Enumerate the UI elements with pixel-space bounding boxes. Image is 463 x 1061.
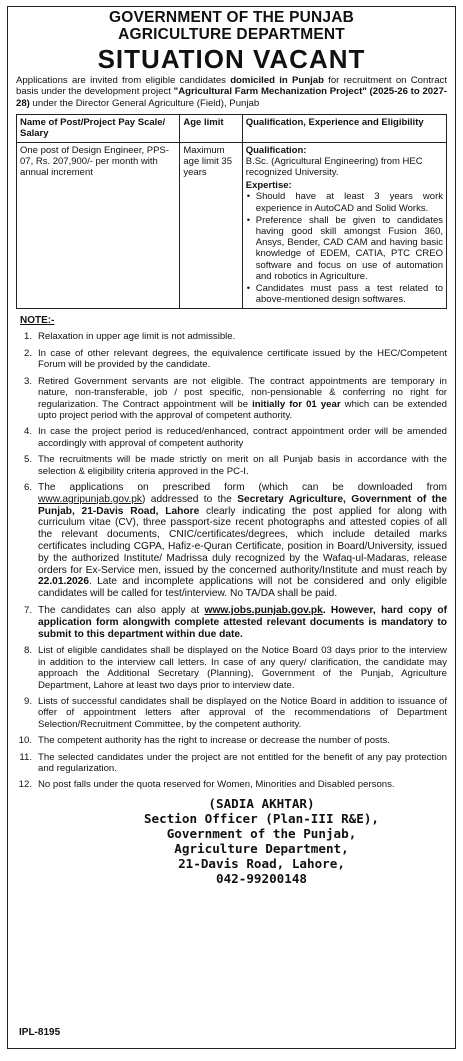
note-fragment: . Late and incomplete applications will not be considered and only eligible candidates will be called for test/interview. No TA/DA shall be paid. (38, 576, 447, 600)
signatory-designation: Section Officer (Plan-III R&E), (143, 810, 380, 826)
advertisement (7, 6, 456, 1049)
list-item: 8. List of eligible candidates shall be displayed on the Notice Board 03 days prior to the interview in addition to the interview call letters. In case of any query/ clarification, the candidate may approach the Additional Secretary (Planning), Government of the Punjab, Agriculture Department, Lahore at least two days prior to interview date. (23, 645, 447, 691)
note-text: The selected candidates under the project are not entitled for the benefit of any pay protection and regularization. (38, 751, 447, 774)
intro-domicile: domiciled in Punjab (230, 75, 324, 86)
note-fragment: ) addressed to the (142, 493, 238, 505)
note-text: The recruitments will be made strictly on merit on all Punjab basis in accordance with the selection & eligibility criteria approved in the PC-I. (38, 454, 447, 477)
signature-address: 21-Davis Road, Lahore, (178, 855, 345, 871)
intro-text: under the Director General Agriculture (Field), Punjab (29, 97, 260, 109)
note-fragment: The candidates can also apply at (38, 604, 205, 616)
note-text: In case of other relevant degrees, the equivalence certificate issued by the HEC/Competent Forum will be provided by the candidate. (38, 347, 447, 371)
intro-paragraph (16, 75, 447, 109)
list-item: 5. The recruitments will be made strictly on merit on all Punjab basis in accordance with the selection & eligibility criteria approved in the PC-I. (23, 454, 447, 477)
expertise-list (246, 191, 443, 305)
department-heading: AGRICULTURE DEPARTMENT (118, 26, 345, 43)
table-row (17, 142, 447, 309)
vacancy-table (16, 114, 447, 309)
header-post: Name of Post/Project Pay Scale/ Salary (17, 115, 180, 142)
list-item: 3. Retired Government servants are not eligible. The contract appointments are temporary in nature, non-transferable, job / post specific, non-pensionable & conferring no right for regularization. The Contract appointment will be initially for 01 year which can be extended upto project period with the approval of competent authority. (23, 375, 448, 421)
note-text: The competent authority has the right to increase or decrease the number of posts. (38, 735, 390, 747)
qualification-text: B.Sc. (Agricultural Engineering) from HEC recognized University. (245, 155, 423, 179)
note-heading: NOTE:- (20, 315, 55, 327)
age-cell: Maximum age limit 35 years (180, 142, 242, 309)
table-header-row (17, 115, 447, 142)
note-text (38, 605, 447, 640)
note-text: Relaxation in upper age limit is not admissible. (38, 331, 236, 343)
reference-code: IPL-8195 (19, 1027, 61, 1038)
post-cell: One post of Design Engineer, PPS-07, Rs. 207,900/- per month with annual increment (17, 142, 180, 309)
list-item: 6. The applications on prescribed form (which can be downloaded from www.agripunjab.gov.pk) addressed to the Secretary Agriculture, Government of the Punjab, 21-Davis Road, Lahore clearly indicating the post applied for along with curriculum vitae (CV), three passport-size recent photographs and attested copies of all the relevant documents, CNIC/certificates/degrees, which include detailed marks certificates including CGPA, Hafiz-e-Quran Certificate, position in Board/University, issued by the authorized Institute/ Madrissa duly recognized by the Wafaq-ul-Madaras, release orders for Ex-Service men, issued by the concerned authority/Institute and must reach by 22.01.2026. Late and incomplete applications will not be considered and only eligible candidates will be called for test/interview. No TA/DA shall be paid. (23, 481, 447, 600)
list-item: 12. No post falls under the quota reserved for Women, Minorities and Disabled persons. (16, 779, 447, 790)
note-text: No post falls under the quota reserved for Women, Minorities and Disabled persons. (38, 779, 395, 791)
list-item: 7. The candidates can also apply at www.jobs.punjab.gov.pk. However, hard copy of application form alongwith complete attested relevant documents is mandatory to submit to this department within due date. (23, 604, 447, 640)
signature-phone: 042-99200148 (216, 870, 307, 886)
note-emphasis: . However, hard copy of application form alongwith complete attested relevant documents is mandatory to submit to this department within due date. (38, 604, 447, 640)
jobs-punjab-link[interactable]: www.jobs.punjab.gov.pk (204, 604, 323, 616)
intro-text: for recruitment on Contract basis under the development project (16, 75, 447, 98)
note-fragment: clearly indicating the post applied for along with curriculum vitae (CV), three passport-size recent photographs and attested copies of all the relevant documents, CNIC/certificates/degrees, which include detailed marks certificates including CGPA, Hafiz-e-Quran Certificate, position in Board/University, issued by the authorized Institute/ Madrissa duly recognized by the Wafaq-ul-Madaras, release orders for Ex-Service men, issued by the concerned authority/Institute and must reach by (38, 505, 447, 576)
list-item: • Candidates must pass a test related to above-mentioned design softwares. (256, 283, 443, 305)
list-item: 11. The selected candidates under the project are not entitled for the benefit of any pay protection and regularization. (19, 751, 447, 774)
government-heading: GOVERNMENT OF THE PUNJAB (108, 9, 355, 26)
expertise-label: Expertise: (245, 180, 292, 192)
signature-line: Agriculture Department, (174, 840, 349, 856)
agripunjab-link[interactable]: www.agripunjab.gov.pk (38, 493, 143, 505)
note-fragment: which can be extended upto project period with the approval of competent authority. (38, 398, 448, 421)
header-qualification: Qualification, Experience and Eligibility (242, 115, 446, 142)
note-text (38, 482, 447, 600)
list-item: 9. Lists of successful candidates shall be displayed on the Notice Board in addition to issuance of offer of appointment letters after approval of the recommendations of Department Selection/Recruitment Committee, by the competent authority. (23, 695, 447, 730)
note-fragment: Retired Government servants are not eligible. The contract appointments are temporary in nature, non-transferable, job / post specific, non-pensionable & conferring no right for regularization. The Contract appointment will be (38, 375, 447, 410)
list-item: 1. Relaxation in upper age limit is not admissible. (16, 331, 447, 342)
note-fragment: The applications on prescribed form (which can be downloaded from (38, 481, 447, 493)
list-item: 2. In case of other relevant degrees, the equivalence certificate issued by the HEC/Competent Forum will be provided by the candidate. (23, 347, 447, 371)
note-text: In case the project period is reduced/enhanced, contract appointment order will be amended accordingly with approval of competent authority (38, 426, 447, 449)
list-item: 4. In case the project period is reduced/enhanced, contract appointment order will be amended accordingly with approval of competent authority (23, 426, 447, 449)
list-item: 10. The competent authority has the right to increase or decrease the number of posts. (16, 735, 447, 746)
note-emphasis: initially for 01 year (252, 398, 341, 410)
list-item: • Preference shall be given to candidates having good skill amongst Fusion 360, Ansys, Bender, CAD CAM and having basic knowledge of EDEM, CATIA, PTC CREO software and focus on use of automation and robotics in Agriculture. (256, 215, 443, 282)
note-emphasis: Secretary Agriculture, Government of the Punjab, 21-Davis Road, Lahore (38, 493, 447, 517)
intro-project: "Agricultural Farm Mechanization Project" (2025-26 to 2027-28) (16, 86, 448, 109)
intro-text: Applications are invited from eligible candidates (16, 75, 231, 86)
note-text: List of eligible candidates shall be displayed on the Notice Board 03 days prior to the interview in addition to the interview call letters. In case of any query/ clarification, the candidate may approach the Additional Secretary (Planning), Government of the Punjab, Agriculture Department, Lahore at least two days prior to interview date. (38, 645, 447, 691)
signature-line: Government of the Punjab, (166, 825, 357, 841)
header-age: Age limit (180, 115, 242, 142)
qualification-label: Qualification: (245, 144, 307, 156)
page-title: SITUATION VACANT (97, 44, 366, 74)
notes-list (16, 331, 447, 790)
deadline-date: 22.01.2026 (38, 576, 89, 588)
list-item: • Should have at least 3 years work experience in AutoCAD and Solid Works. (256, 191, 443, 213)
note-text: Lists of successful candidates shall be displayed on the Notice Board in addition to issuance of offer of appointment letters after approval of the recommendations of Department Selection/Recruitment Committee, by the competent authority. (38, 695, 447, 730)
note-text (38, 376, 447, 422)
qualification-cell (242, 142, 446, 309)
signature-block (16, 796, 447, 886)
signatory-name: (SADIA AKHTAR) (208, 795, 315, 811)
